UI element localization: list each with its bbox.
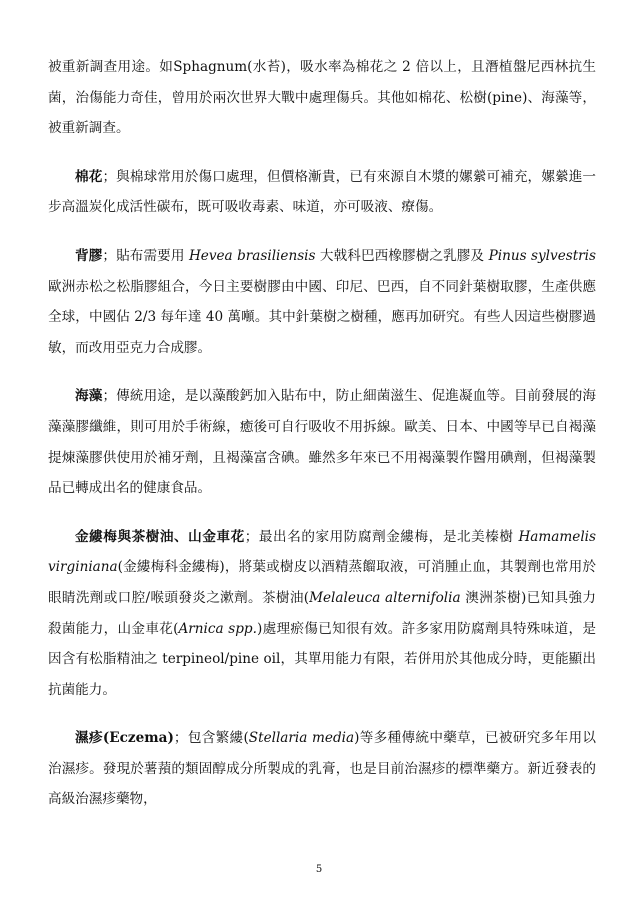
paragraph-text: (金縷梅科金縷梅)，將葉或樹皮以酒精蒸餾取液，可消腫止血，其製劑也常用於眼睛洗劑或口腔/喉頭發炎之漱劑。茶樹油(	[48, 559, 596, 606]
section-heading-cotton: 棉花	[75, 168, 103, 185]
paragraph-text: ；貼布需要用	[102, 247, 189, 264]
species-name: Stellaria media	[248, 730, 355, 747]
section-heading-seaweed: 海藻	[75, 388, 103, 405]
species-name: Melaleuca alternifolia	[309, 589, 461, 606]
page-number: 5	[315, 864, 323, 875]
paragraph-eczema	[48, 723, 596, 815]
paragraph-text: )等多種傳統中藥草，已被研究多年用以治濕疹。發現於薯蕷的類固醇成分所製成的乳膏，也是目前治濕疹的標準藥方。新近發表的高級治濕疹藥物，	[48, 730, 596, 808]
paragraph-seaweed	[48, 381, 596, 503]
paragraph-witch-hazel	[48, 522, 596, 706]
paragraph-sphagnum	[48, 52, 596, 144]
species-name: Hevea brasiliensis	[188, 247, 316, 264]
section-heading-eczema: 濕疹(Eczema)	[75, 730, 174, 747]
paragraph-text: 大戟科巴西橡膠樹之乳膠及	[315, 247, 489, 264]
section-heading-witch-hazel: 金縷梅與茶樹油、山金車花	[75, 528, 245, 545]
paragraph-text: ；包含繁縷(	[173, 730, 249, 747]
species-name: Pinus sylvestris	[488, 247, 596, 264]
paragraph-text: 歐洲赤松之松脂膠組合，今日主要樹膠由中國、印尼、巴西，自不同針葉樹取膠，生產供應全球，中國佔 2/3 每年達 40 萬噸。其中針葉樹之樹種，應再加研究。有些人因這些樹膠過敏，而改用亞克力合成膠。	[48, 278, 596, 356]
paragraph-adhesive	[48, 241, 596, 363]
paragraph-text: ；最出名的家用防腐劑金縷梅，是北美榛樹	[244, 528, 519, 545]
paragraph-text: ；傳統用途，是以藻酸鈣加入貼布中，防止細菌滋生、促進凝血等。目前發展的海藻藻膠纖維，則可用於手術線，癒後可自行吸收不用拆線。歐美、日本、中國等早已自褐藻提煉藻膠供使用於補牙劑，且褐藻富含碘。雖然多年來已不用褐藻製作醫用碘劑，但褐藻製品已轉成出名的健康食品。	[48, 388, 597, 497]
paragraph-text: 被重新調查用途。如Sphagnum(水苔)，吸水率為棉花之 2 倍以上，且潛植盤尼西林抗生菌，治傷能力奇佳，曾用於兩次世界大戰中處理傷兵。其他如棉花、松樹(pine)、海藻等，被重新調查。	[48, 59, 596, 137]
paragraph-text: )處理瘀傷已知很有效。許多家用防腐劑具特殊味道，是因含有松脂精油之 terpineol/pine oil，其單用能力有限，若併用於其他成分時，更能顯出抗菌能力。	[48, 620, 596, 698]
section-heading-adhesive: 背膠	[75, 247, 103, 264]
paragraph-cotton	[48, 162, 596, 223]
paragraph-text: 澳洲茶樹)已知具強力殺菌能力，山金車花(	[48, 589, 596, 637]
species-name: Arnica spp.	[178, 620, 257, 637]
species-name: Hamamelis virginiana	[48, 528, 596, 576]
paragraph-text: ；與棉球常用於傷口處理，但價格漸貴，已有來源自木漿的嫘縈可補充，嫘縈進一步高溫炭化成活性碳布，既可吸收毒素、味道，亦可吸液、療傷。	[48, 168, 597, 216]
body-text	[48, 52, 596, 833]
